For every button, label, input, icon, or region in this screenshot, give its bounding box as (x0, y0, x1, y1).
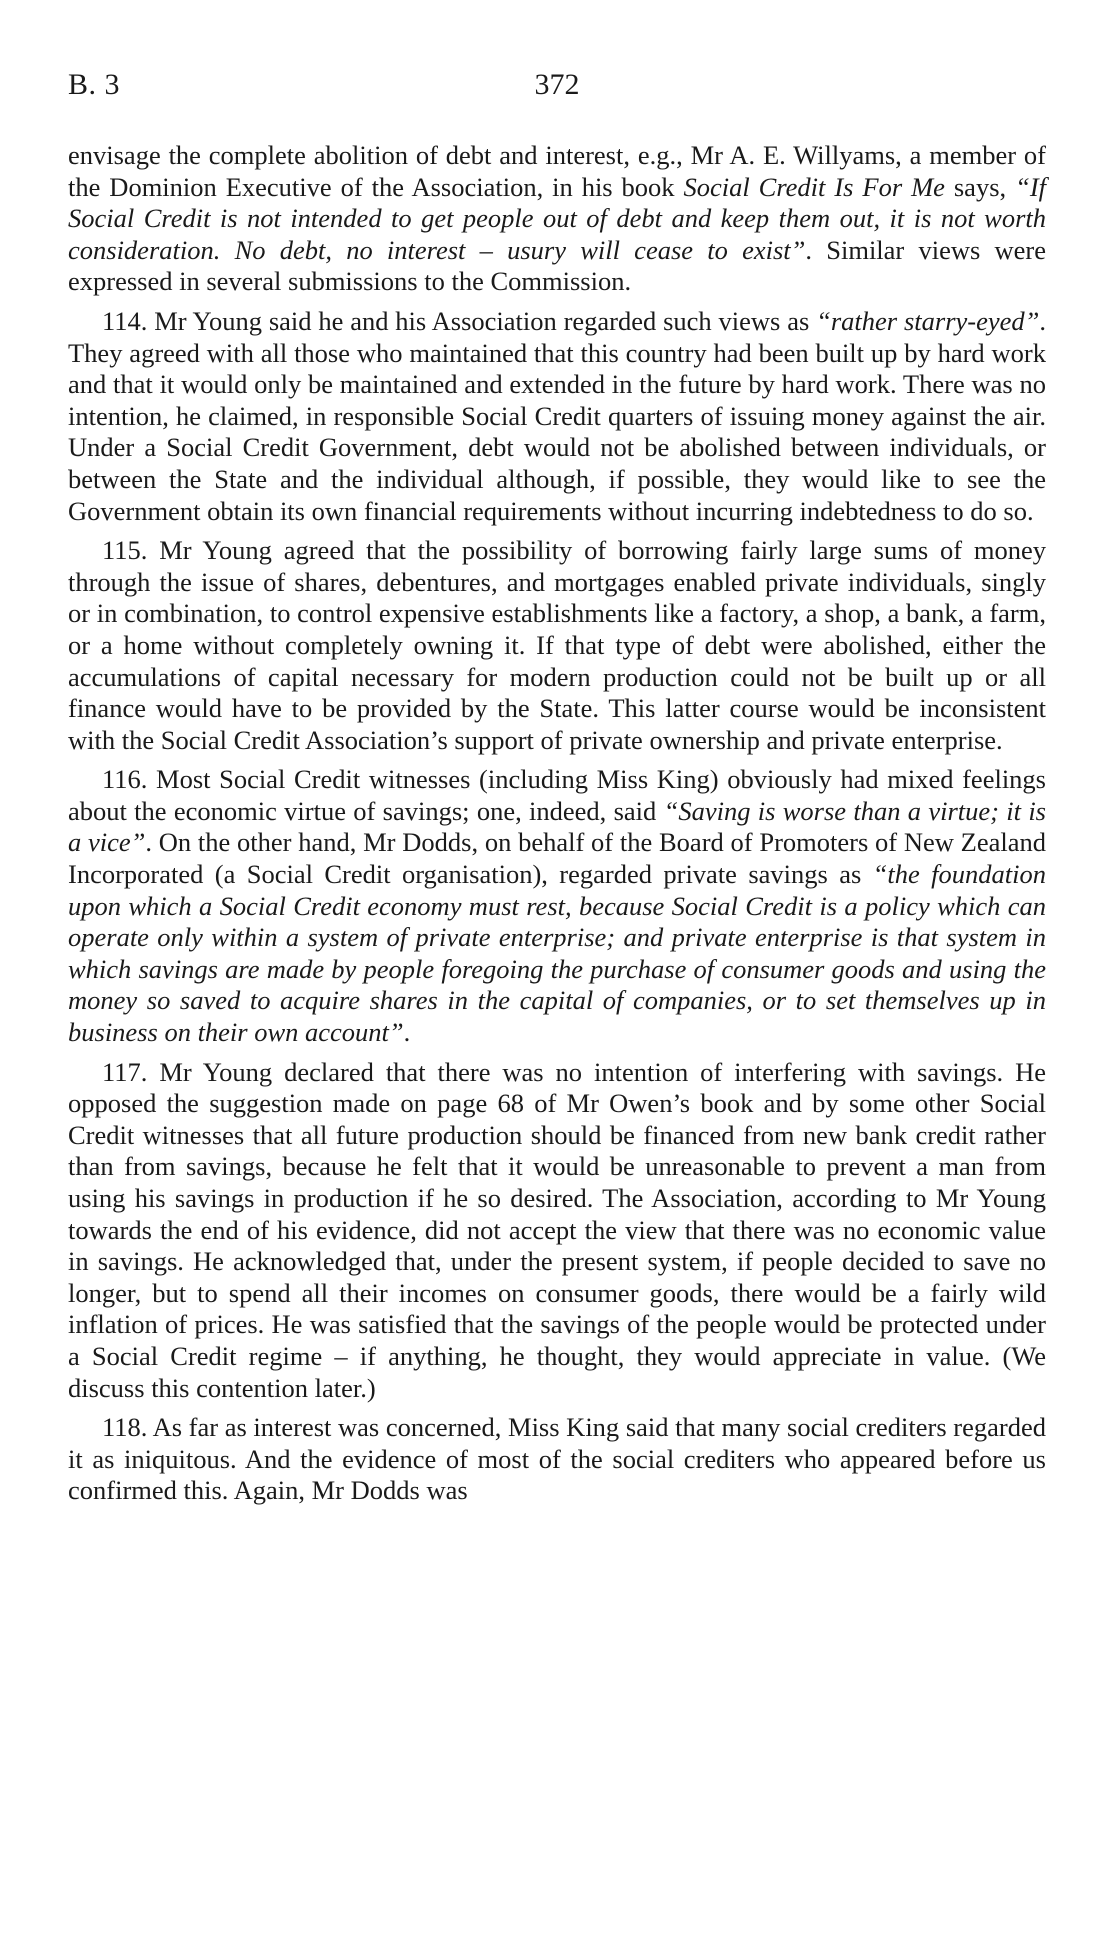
text-run: Most Social Credit witnesses (including Miss King) obviously had mixed feelings about the economic virtue of savings; one, indeed, said (68, 764, 1046, 826)
italic-text: “If Social Credit is not intended to get people out of debt and keep them out, it is not worth consideration. No debt, no interest – usury will cease to exist” (68, 171, 1047, 265)
text-run: says, (944, 171, 1016, 202)
paragraph-116 (68, 764, 1046, 1048)
italic-text: “rather starry-eyed” (816, 305, 1040, 336)
text-run: . Similar views were expressed in several submissions to the Commission. (68, 234, 1047, 297)
series-label: B. 3 (68, 68, 121, 101)
paragraph-continued (68, 140, 1046, 298)
page-header (68, 68, 1046, 108)
paragraph-number: 116. (102, 764, 148, 795)
text-run: . On the other hand, Mr Dodds, on behalf of the Board of Promoters of New Zealand Incorporated (a Social Credit organisation), regarded private savings as (68, 827, 1046, 890)
paragraph-118 (68, 1412, 1046, 1507)
paragraph-number: 118. (102, 1412, 148, 1443)
text-run: . (403, 1017, 411, 1048)
page-number: 372 (534, 68, 580, 101)
paragraph-115 (68, 535, 1046, 756)
paragraph-number: 117. (102, 1056, 148, 1087)
paragraph-117 (68, 1057, 1046, 1405)
paragraph-number: 115. (102, 535, 148, 566)
text-run: Mr Young said he and his Association regarded such views as (147, 305, 817, 336)
paragraph-114 (68, 306, 1046, 527)
text-run: Mr Young agreed that the possibility of borrowing fairly large sums of money through the issue of shares, debentures, and mortgages enabled private individuals, singly or in combination, to control expensive establishments like a factory, a shop, a bank, a farm, or a home without completely owning it. If that type of debt were abolished, either the accumulations of capital necessary for modern production could not be built up or all finance would have to be provided by the State. This latter course would be inconsistent with the Social Credit Association’s support of private ownership and private enterprise. (68, 535, 1046, 755)
italic-text: “Saving is worse than a virtue; it is a vice” (68, 795, 1046, 858)
paragraph-number: 114. (102, 305, 148, 336)
body-text (68, 140, 1046, 1515)
text-run: . They agreed with all those who maintained that this country had been built up by hard work and that it would only be maintained and extended in the future by hard work. There was no intention, he claimed, in responsible Social Credit quarters of issuing money against the air. Under a Social Credit Government, debt would not be abolished between individuals, or between the State and the individual although, if possible, they would like to see the Government obtain its own financial requirements without incurring indebtedness to do so. (68, 305, 1046, 526)
italic-text: “the foundation upon which a Social Credit economy must rest, because Social Credit is a policy which can operate only within a system of private enterprise; and private enterprise is that system in which savings are made by people foregoing the purchase of consumer goods and using the money so saved to acquire shares in the capital of companies, or to set themselves up in business on their own account” (68, 859, 1046, 1048)
text-run: As far as interest was concerned, Miss King said that many social crediters regarded it as iniquitous. And the evidence of most of the social crediters who appeared before us confirmed this. Again, Mr Dodds was (68, 1412, 1046, 1506)
text-run: envisage the complete abolition of debt and interest, e.g., Mr A. E. Willyams, a member of the Dominion Executive of the Association, in his book (68, 140, 1046, 202)
text-run: Mr Young declared that there was no intention of interfering with savings. He opposed the suggestion made on page 68 of Mr Owen’s book and by some other Social Credit witnesses that all future production should be financed from new bank credit rather than from savings, because he felt that it would be unreasonable to prevent a man from using his savings in production if he so desired. The Association, according to Mr Young towards the end of his evidence, did not accept the view that there was no economic value in savings. He acknowledged that, under the present system, if people decided to save no longer, but to spend all their incomes on consumer goods, there would be a fairly wild inflation of prices. He was satisfied that the savings of the people would be protected under a Social Credit regime – if anything, he thought, they would appreciate in value. (We discuss this contention later.) (68, 1056, 1046, 1403)
italic-text: Social Credit Is For Me (683, 171, 945, 202)
